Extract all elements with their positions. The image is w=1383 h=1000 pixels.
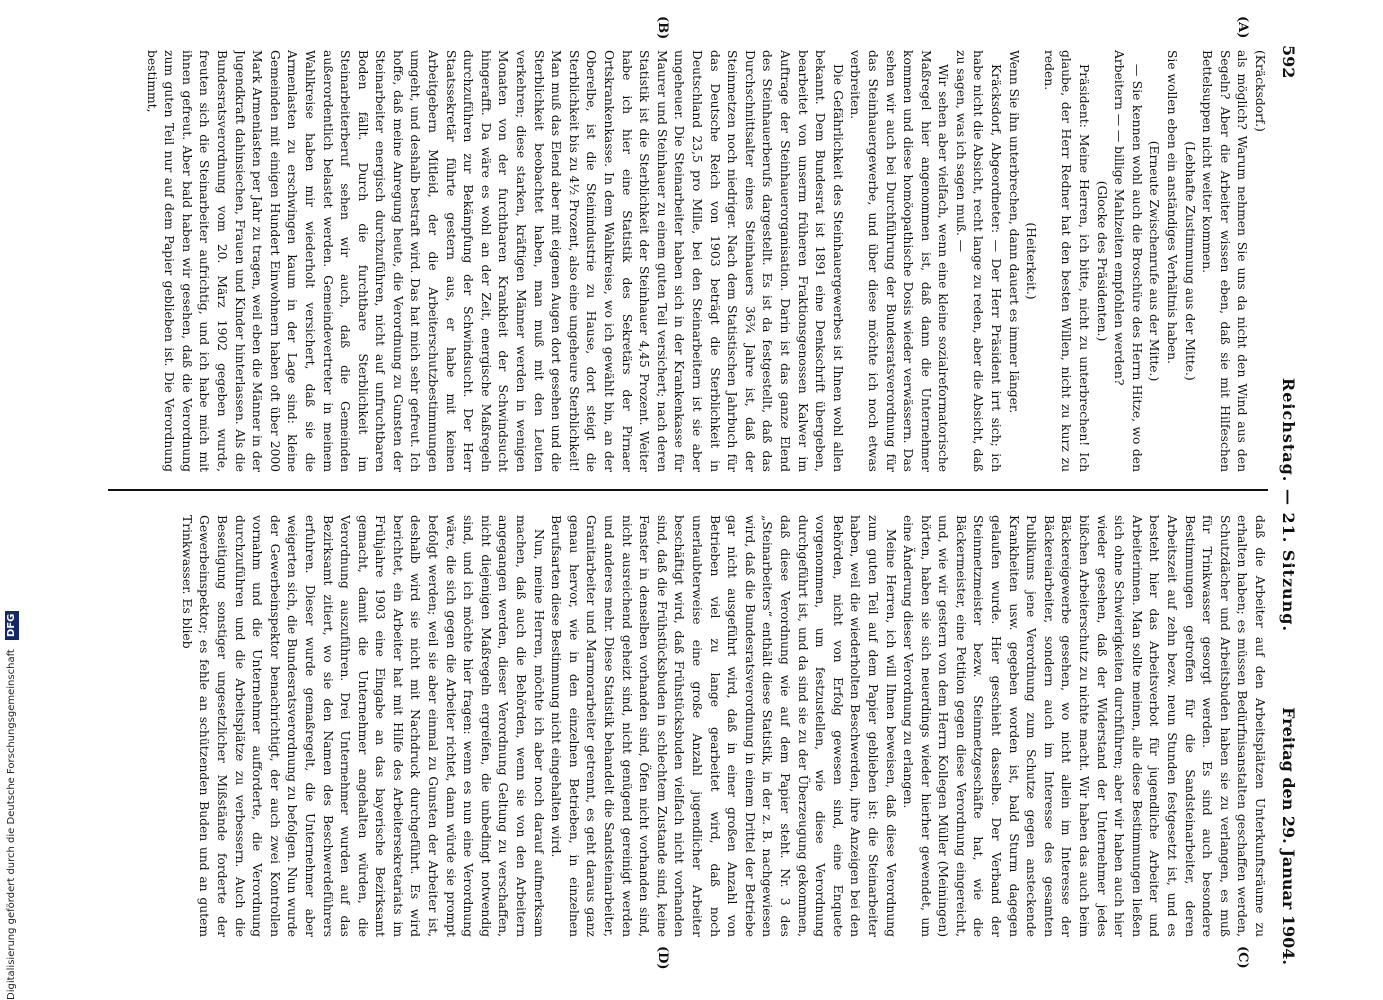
- paragraph: Sie wollen eben ein anständiges Verhältnis haben.: [1165, 50, 1180, 364]
- paragraph: Nun, meine Herren, möchte ich aber noch darauf aufmerksam machen, daß auch die Behörden, wenn sie von den Arbeitern angegangen werden, dieser Verordnung Geltung zu verschaffen, nicht diejenigen Maßregeln ergreifen, die unbedingt notwendig sind, und ich möchte hier fragen: wenn es nun eine Verordnung wäre, die sich gegen die Arbeiter richtet, dann würde sie prompt befolgt werden; weil sie aber einmal zu Gunsten der Arbeiter ist, deshalb wird sie nicht mit Nachdruck durchgeführt. Es wird berichtet, ein Arbeiter hat mit Hilfe des Arbeitersekretariats im Frühjahre 1903 eine Eingabe an das bayerische Bezirksamt gemacht, damit die Unternehmer angehalten würden, die Verordnung auszuführen. Drei Unternehmer wurden auf das Bezirksamt zitiert, wo sie den Namen des Beschwerdeführers erfuhren. Dieser wurde gemaßregelt, die Unternehmer aber weigerten sich, die Bundesratsverordnung zu befolgen. Nun wurde der Gewerbeinspektor benachrichtigt, der auch zwei Kontrollen vornahm und die Unternehmer aufforderte, die Verordnung durchzuführen und die Arbeitsplätze zu verbessern. Auch die Beseitigung sonstiger ungesetzlicher Mißstände forderte der Gewerbeinspektor; es fehle an schützenden Buden und an gutem Trinkwasser. Es blieb: [179, 515, 546, 937]
- paragraph: daß die Arbeiter auf den Arbeitsplätzen Unterkunftsräume zu erhalten haben; es müssen Bedürfnisanstalten geschaffen werden, Schutzdächer und Arbeitsbuden haben sie zu verlangen, es muß für Trinkwasser gesorgt werden. Es sind auch besondere Bestimmungen getroffen für die Sandsteinarbeiter, deren Arbeitszeit auf zehn bezw. neun Stunden festgesetzt ist, und es besteht hier das Arbeitsverbot für jugendliche Arbeiter und Arbeiterinnen. Man sollte meinen, alle diese Bestimmungen ließen sich ohne Schwierigkeiten durchführen; aber wir haben auch hier wieder gesehen, daß der Widerstand der Unternehmer jedes bißchen Arbeiterschutz zu nichte macht. Wir haben das auch beim Bäckereigewerbe gesehen, wo nicht allein im Interesse der Bäckereiarbeiter, sondern auch im Interesse des gesamten Publikums jene Verordnung zum Schutze gegen ansteckende Krankheiten usw. gegeben worden ist, bald Sturm dagegen gelaufen wurde. Hier geschieht dasselbe. Der Verband der Steinmetzmeister bezw. Steinmetzgeschäfte hat, wie die Bäckermeister, eine Petition gegen diese Verordnung eingereicht, und, wie wir gestern von dem Herrn Kollegen Müller (Meiningen) hörten, haben sie sich neuerdings wieder hierher gewendet, um eine Änderung dieser Verordnung zu erlangen.: [901, 515, 1267, 937]
- right-text-column: [108, 515, 1268, 937]
- dfg-logo: DFG: [5, 611, 19, 640]
- paragraph: (Heiterkeit.): [1024, 222, 1039, 300]
- paragraph: — Sie kennen wohl auch die Broschüre des Herrn Hitze, wo den Arbeitern — — billige Mahlzeiten empfohlen werden?: [1112, 50, 1144, 472]
- paragraph: Wenn Sie ihn unterbrechen, dann dauert es immer länger.: [1006, 50, 1021, 414]
- paragraph: Die Gefährlichkeit des Steinhauergewerbes ist Ihnen wohl allen bekannt. Dem Bundesrat ist 1891 eine Denkschrift übergeben, bearbeitet von unserm früheren Fraktionsgenossen Kalwer im Auftrage der Steinhauerorganisation. Darin ist das ganze Elend des Steinhauerberufs dargestellt. Es ist da festgestellt, daß das Durchschnittsalter eines Steinhauers 36¾ Jahre ist, daß der Steinmetzen noch niedriger. Nach dem Statistischen Jahrbuch für das Deutsche Reich von 1903 beträgt die Sterblichkeit in Deutschland 23,5 pro Mille, bei den Steinarbeitern ist sie aber ungeheuer. Die Steinarbeiter haben sich in der Krankenkasse für Maurer und Steinhauer zu einem guten Teil versichert; nach deren Statistik ist die Sterblichkeit der Steinhauer 4,45 Prozent. Weiter habe ich hier eine Statistik des Sekretärs der Pirnaer Ortskrankenkasse. In dem Wahlkreise, wo ich gewählt bin, an der Oberelbe, ist die Steinindustrie zu Hause, dort steigt die Sterblichkeit bis zu 4½ Prozent, also eine ungeheure Sterblichkeit! Man muß das Elend aber mit eigenen Augen dort gesehen und die Sterblichkeit beobachtet haben, man muß mit den Leuten verkehren; diese starken, kräftigen Männer werden in wenigen Monaten von der furchtbaren Krankheit der Schwindsucht hingerafft. Da wäre es wohl an der Zeit, energische Maßregeln durchzuführen zur Bekämpfung der Schwindsucht. Der Herr Staatssekretär führte gestern aus, er habe mit keinen Arbeitgebern Mitleid, der die Arbeiterschutzbestimmungen umgeht, und deshalb bestraft wird. Das hat mich sehr gefreut. Ich hoffe, daß meine Anregung heute, die Verordnung zu Gunsten der Steinarbeiter energisch durchzuführen, nicht auf unfruchtbaren Boden fällt. Durch die furchtbare Sterblichkeit im Steinarbeiterberuf sehen wir auch, daß die Gemeinden außerordentlich belastet werden. Gemeindevertreter in meinem Wahlkreise haben mir wiederholt versichert, daß sie die Armenlasten zu erschwingen kaum in der Lage sind: kleine Gemeinden mit einigen Hundert Einwohnern haben oft über 2000 Mark Armenlasten per Jahr zu tragen, weil eben die Männer in der Jugendkraft dahinsiechen, Frauen und Kinder hinterlassen. Als die Bundesratsverordnung vom 20. März 1902 gegeben wurde, freuten sich die Steinarbeiter aufrichtig, und ich habe mich mit ihnen gefreut. Aber bald haben wir gesehen, daß die Verordnung zum guten Teil nur auf dem Papier geblieben ist. Die Verordnung bestimmt,: [144, 50, 845, 472]
- paragraph: Wir sehen aber vielfach, wenn eine kleine sozialreformatorische Maßregel hier angenommen ist, daß dann die Unternehmer kommen und diese homöopathische Dosis wieder verwässern. Das sehen wir auch bei Durchführung der Bundesratsverordnung für das Steinhauergewerbe, und über diese möchte ich noch etwas verbreiten.: [848, 50, 951, 472]
- margin-marker-c: (C): [1235, 946, 1250, 969]
- margin-marker-b: (B): [655, 16, 670, 40]
- paragraph: Meine Herren, ich will Ihnen beweisen, daß diese Verordnung zum guten Teil auf dem Papier geblieben ist: die Steinarbeiter haben, weil die wiederholten Beschwerden, ihre Anzeigen bei den Behörden, nicht von Erfolg gewesen sind, eine Enquete vorgenommen, um festzustellen, wie diese Verordnung durchgeführt ist, und da sind sie zu der Überzeugung gekommen, daß diese Verordnung wie auf dem Papier steht. Nr. 3 des „Steinarbeiters“ enthält diese Statistik, in der z. B. nachgewiesen wird, daß die Bundesratsverordnung in einem Drittel der Betriebe gar nicht ausgeführt wird, daß in einer großen Anzahl von Betrieben viel zu lange gearbeitet wird, daß noch unerlaubterweise eine große Anzahl jugendlicher Arbeiter beschäftigt wird, daß Frühstücksbuden vielfach nicht vorhanden sind, daß die Frühstücksbuden in schlechtem Zustande sind, keine Fenster in denselben vorhanden sind, Öfen nicht vorhanden sind, nicht ausreichend geheizt sind, nicht genügend gereinigt werden und anderes mehr. Diese Statistik behandelt die Sandsteinarbeiter, Granitarbeiter und Marmorarbeiter getrennt, es geht daraus ganz genau hervor, wie in den einzelnen Betrieben, in einzelnen Berufsarten diese Bestimmung nicht eingehalten wird.: [549, 515, 898, 937]
- column-divider: [108, 489, 1268, 491]
- session-date: Freitag den 29. Januar 1904.: [1279, 707, 1298, 965]
- paragraph: (Erneute Zwischenrufe aus der Mitte.): [1147, 140, 1162, 382]
- credit-text: Digitalisierung gefördert durch die Deutsche Forschungsgemeinschaft: [6, 649, 17, 1000]
- margin-marker-d: (D): [655, 946, 670, 970]
- page-header: [1272, 45, 1298, 965]
- document-page: [70, 0, 1310, 1000]
- paragraph: (Kräcksdorf.): [1253, 50, 1267, 132]
- left-text-column: [108, 50, 1268, 472]
- page-number: 592: [1279, 45, 1298, 79]
- digitization-credit: [0, 0, 24, 1000]
- paragraph: als möglich? Warum nehmen Sie uns da nicht den Wind aus den Segeln? Aber die Arbeiter wissen eben, daß sie mit Hilfeschen Bettelsuppen nicht weiter kommen.: [1200, 50, 1250, 472]
- paragraph: Kräcksdorf, Abgeordneter: — Der Herr Präsident irrt sich; ich habe nicht die Absicht, recht lange zu reden, aber die Absicht, daß zu sagen, was ich sagen muß. —: [953, 50, 1004, 472]
- margin-marker-a: (A): [1235, 16, 1250, 39]
- paragraph: (Lebhafte Zustimmung aus der Mitte.): [1182, 141, 1197, 381]
- paragraph: (Glocke des Präsidenten.): [1094, 180, 1109, 342]
- page-title: Reichstag. — 21. Sitzung.: [1279, 377, 1298, 633]
- paragraph: Präsident: Meine Herren, ich bitte, nicht zu unterbrechen! Ich glaube, der Herr Redner hat den besten Willen, nicht zu kurz zu reden.: [1041, 50, 1092, 472]
